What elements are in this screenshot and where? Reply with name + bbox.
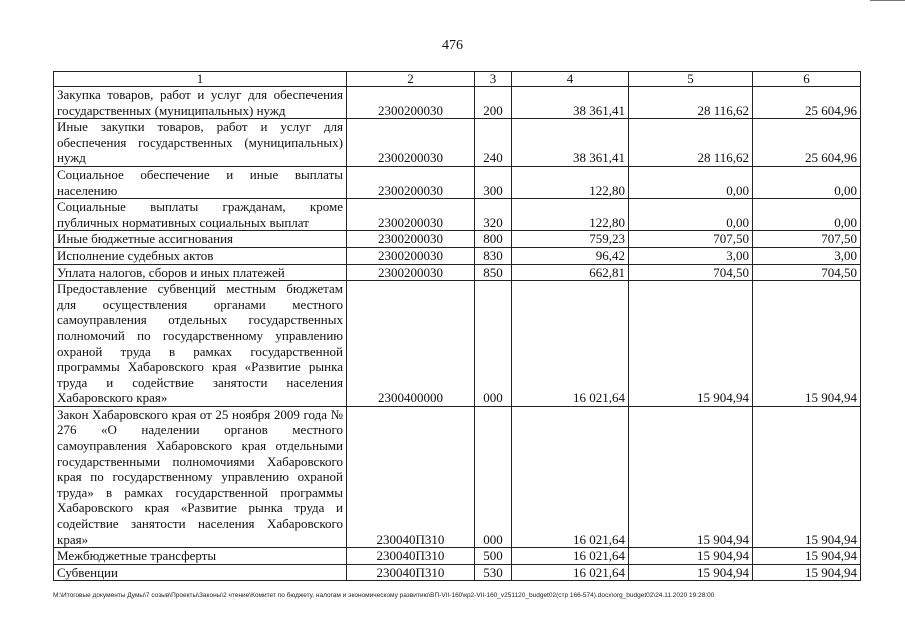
expense-type-code: 200 [475, 87, 512, 119]
target-article-code: 2300400000 [347, 281, 475, 407]
column-header: 6 [753, 72, 861, 87]
row-name: Уплата налогов, сборов и иных платежей [54, 264, 347, 281]
amount-col6: 25 604,96 [753, 87, 861, 119]
target-article-code: 2300200030 [347, 119, 475, 167]
amount-col5: 15 904,94 [629, 564, 753, 581]
page-number: 476 [442, 38, 463, 53]
expense-type-code: 500 [475, 548, 512, 565]
amount-col4: 38 361,41 [512, 119, 629, 167]
amount-col4: 16 021,64 [512, 548, 629, 565]
amount-col6: 15 904,94 [753, 406, 861, 547]
row-name: Исполнение судебных актов [54, 247, 347, 264]
row-name: Межбюджетные трансферты [54, 548, 347, 565]
amount-col5: 28 116,62 [629, 119, 753, 167]
target-article-code: 2300200030 [347, 199, 475, 231]
amount-col5: 0,00 [629, 199, 753, 231]
table-row [54, 87, 861, 119]
expense-type-code: 300 [475, 166, 512, 198]
amount-col5: 704,50 [629, 264, 753, 281]
row-name: Иные закупки товаров, работ и услуг для обеспечения государственных (муниципальных) нужд [54, 119, 347, 167]
budget-table [53, 71, 861, 581]
column-header: 1 [54, 72, 347, 87]
amount-col4: 16 021,64 [512, 281, 629, 407]
expense-type-code: 000 [475, 281, 512, 407]
target-article-code: 230040П310 [347, 564, 475, 581]
target-article-code: 230040П310 [347, 548, 475, 565]
amount-col4: 96,42 [512, 247, 629, 264]
target-article-code: 230040П310 [347, 406, 475, 547]
document-file-path: М:\Итоговые документы Думы\7 созыв\Проекты\Законы\2 чтение\Комитет по бюджету, налогам и экономическому развитию\ВП-VII-160\кр2-VII-160_v251120_budget02(стр 166-574).docx\org_budget02\24.11.2020 19:28:00 [53, 592, 715, 599]
row-name: Социальные выплаты гражданам, кроме публичных нормативных социальных выплат [54, 199, 347, 231]
table-row [54, 199, 861, 231]
expense-type-code: 320 [475, 199, 512, 231]
amount-col4: 38 361,41 [512, 87, 629, 119]
target-article-code: 2300200030 [347, 264, 475, 281]
target-article-code: 2300200030 [347, 247, 475, 264]
expense-type-code: 530 [475, 564, 512, 581]
amount-col5: 15 904,94 [629, 548, 753, 565]
column-header: 2 [347, 72, 475, 87]
amount-col6: 25 604,96 [753, 119, 861, 167]
row-name: Социальное обеспечение и иные выплаты населению [54, 166, 347, 198]
amount-col5: 707,50 [629, 231, 753, 248]
table-row [54, 548, 861, 565]
amount-col6: 0,00 [753, 199, 861, 231]
amount-col5: 28 116,62 [629, 87, 753, 119]
column-header: 3 [475, 72, 512, 87]
table-row [54, 406, 861, 547]
table-row [54, 166, 861, 198]
amount-col6: 0,00 [753, 166, 861, 198]
table-row [54, 264, 861, 281]
amount-col6: 3,00 [753, 247, 861, 264]
top-edge-line [870, 0, 905, 1]
amount-col4: 16 021,64 [512, 406, 629, 547]
amount-col6: 707,50 [753, 231, 861, 248]
amount-col4: 16 021,64 [512, 564, 629, 581]
amount-col5: 3,00 [629, 247, 753, 264]
amount-col6: 15 904,94 [753, 564, 861, 581]
target-article-code: 2300200030 [347, 87, 475, 119]
expense-type-code: 240 [475, 119, 512, 167]
amount-col4: 122,80 [512, 199, 629, 231]
amount-col4: 122,80 [512, 166, 629, 198]
table-row [54, 231, 861, 248]
amount-col5: 15 904,94 [629, 281, 753, 407]
expense-type-code: 850 [475, 264, 512, 281]
row-name: Субвенции [54, 564, 347, 581]
row-name: Закон Хабаровского края от 25 ноября 2009 года № 276 «О наделении органов местного самоуправления Хабаровского края отдельными государственными полномочиями Хабаровского края по государственному управлению охраной труда» в рамках государственной программы Хабаровского края «Развитие рынка труда и содействие занятости населения Хабаровского края» [54, 406, 347, 547]
amount-col5: 15 904,94 [629, 406, 753, 547]
table-row [54, 119, 861, 167]
column-header: 4 [512, 72, 629, 87]
amount-col6: 15 904,94 [753, 281, 861, 407]
expense-type-code: 000 [475, 406, 512, 547]
table-row [54, 564, 861, 581]
target-article-code: 2300200030 [347, 231, 475, 248]
column-header: 5 [629, 72, 753, 87]
expense-type-code: 800 [475, 231, 512, 248]
target-article-code: 2300200030 [347, 166, 475, 198]
row-name: Предоставление субвенций местным бюджетам для осуществления органами местного самоуправления отдельных государственных полномочий по государственному управлению охраной труда в рамках государственной программы Хабаровского края «Развитие рынка труда и содействие занятости населения Хабаровского края» [54, 281, 347, 407]
amount-col6: 15 904,94 [753, 548, 861, 565]
table-header-row [54, 72, 861, 87]
table-row [54, 247, 861, 264]
row-name: Иные бюджетные ассигнования [54, 231, 347, 248]
table-row [54, 281, 861, 407]
expense-type-code: 830 [475, 247, 512, 264]
amount-col4: 662,81 [512, 264, 629, 281]
amount-col6: 704,50 [753, 264, 861, 281]
amount-col4: 759,23 [512, 231, 629, 248]
row-name: Закупка товаров, работ и услуг для обеспечения государственных (муниципальных) нужд [54, 87, 347, 119]
amount-col5: 0,00 [629, 166, 753, 198]
